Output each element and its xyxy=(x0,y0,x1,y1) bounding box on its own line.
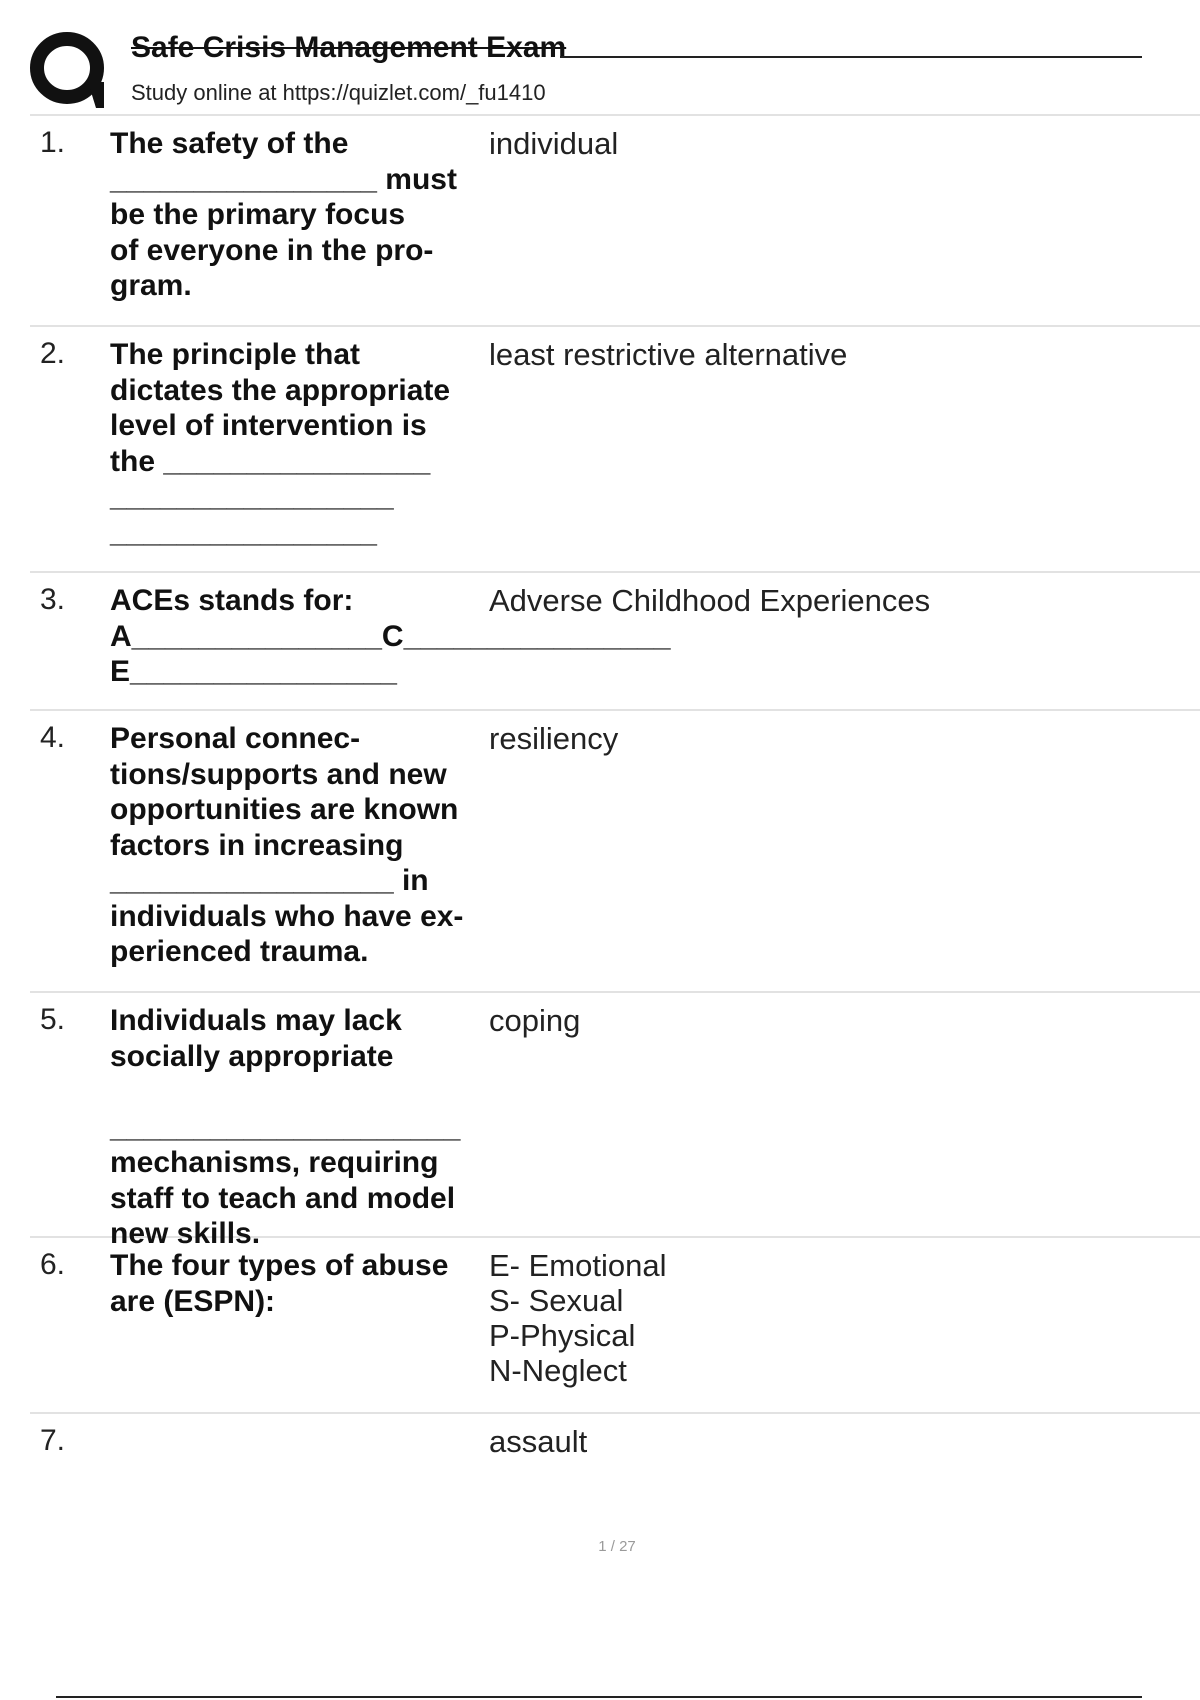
flashcard-row xyxy=(30,327,1200,573)
card-term: The four types of abuse are (ESPN): xyxy=(110,1249,449,1318)
page-number: 1 / 27 xyxy=(598,1538,636,1555)
document-title: Safe Crisis Management Exam xyxy=(131,31,567,64)
flashcard-row xyxy=(30,116,1200,327)
study-online-link[interactable]: Study online at https://quizlet.com/_fu1410 xyxy=(131,80,546,105)
flashcard-row xyxy=(30,1238,1200,1414)
card-number: 3. xyxy=(40,583,66,616)
card-number: 2. xyxy=(40,337,66,370)
flashcard-row xyxy=(30,1414,1200,1494)
card-definition: Adverse Childhood Experiences xyxy=(489,583,931,618)
card-number: 6. xyxy=(40,1248,66,1281)
quizlet-logo-icon xyxy=(30,30,110,112)
card-definition: least restrictive alternative xyxy=(489,337,848,372)
flashcard-row xyxy=(30,711,1200,993)
card-term: The safety of the ________________ must be the primary focus of everyone in the pro- gram. xyxy=(110,127,457,302)
flashcard-list xyxy=(30,116,1200,1494)
card-definition: E- Emotional S- Sexual P-Physical N-Neglect xyxy=(489,1248,667,1388)
card-definition: coping xyxy=(489,1003,581,1038)
card-definition: assault xyxy=(489,1424,588,1459)
card-term: Personal connec- tions/supports and new opportunities are known factors in increasing _________________ in individuals who have ex- perienced trauma. xyxy=(110,722,464,968)
card-term: Individuals may lack socially appropriate _____________________ mechanisms, requiring staff to teach and model new skills. xyxy=(110,1004,461,1250)
card-number: 7. xyxy=(40,1424,66,1457)
card-definition: individual xyxy=(489,126,619,161)
title-rule xyxy=(560,56,1142,58)
card-term: The principle that dictates the appropriate level of intervention is the ________________ _________________ ________________ xyxy=(110,338,451,549)
flashcard-row xyxy=(30,993,1200,1250)
card-number: 1. xyxy=(40,126,66,159)
card-definition: resiliency xyxy=(489,721,619,756)
card-number: 5. xyxy=(40,1003,66,1036)
card-number: 4. xyxy=(40,721,66,754)
footer-divider xyxy=(56,1696,1142,1698)
flashcard-row xyxy=(30,573,1200,711)
card-term: ACEs stands for: A_______________C________________ E________________ xyxy=(110,584,671,688)
